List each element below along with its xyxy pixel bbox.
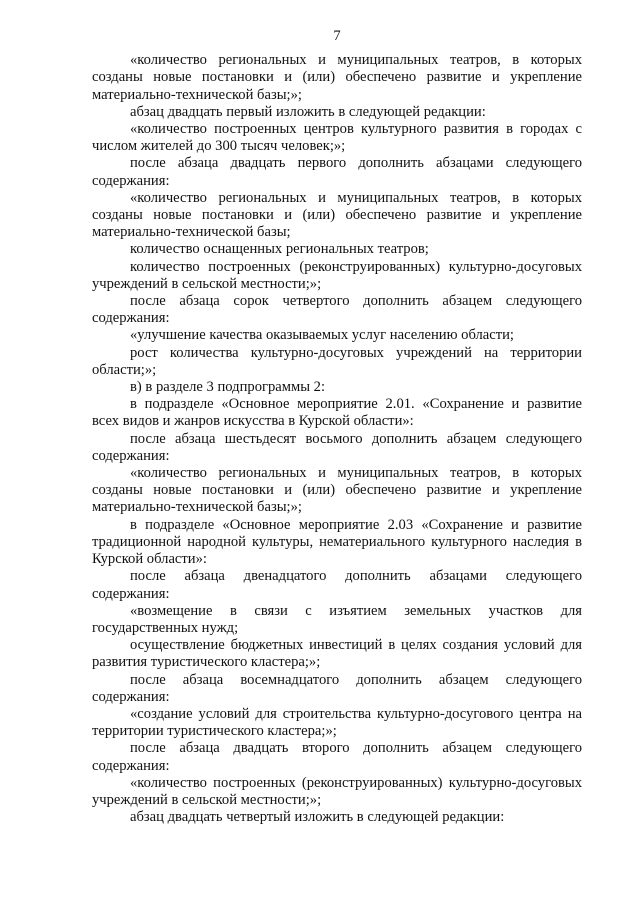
paragraph: абзац двадцать четвертый изложить в следующей редакции: [130,809,505,826]
paragraph: «количество построенных центров культурного развития в городах с числом жителей до 300 тысяч человек;»; [92,121,582,155]
paragraph: «количество региональных и муниципальных театров, в которых созданы новые постановки и (или) обеспечено развитие и укрепление материально-технической базы;»; [92,465,582,516]
paragraph: «количество региональных и муниципальных театров, в которых созданы новые постановки и (или) обеспечено развитие и укрепление материально-технической базы; [92,189,582,241]
paragraph: осуществление бюджетных инвестиций в целях создания условий для развития туристического кластера;»; [92,637,582,671]
paragraph: «количество построенных (реконструированных) культурно-досуговых учреждений в сельской местности;»; [92,774,582,808]
paragraph: «создание условий для строительства культурно-досугового центра на территории туристического кластера;»; [92,705,582,740]
paragraph: в подразделе «Основное мероприятие 2.01. «Сохранение и развитие всех видов и жанров искусства в Курской области»: [92,396,582,430]
paragraph: рост количества культурно-досуговых учреждений на территории области;»; [92,344,582,378]
page-number: 7 [333,28,341,44]
paragraph: абзац двадцать первый изложить в следующей редакции: [130,103,486,120]
paragraph: после абзаца двадцать второго дополнить абзацем следующего содержания: [92,740,582,774]
paragraph: «улучшение качества оказываемых услуг населению области; [130,327,514,344]
paragraph: количество построенных (реконструированных) культурно-досуговых учреждений в сельской местности;»; [92,258,582,292]
paragraph: «количество региональных и муниципальных театров, в которых созданы новые постановки и (или) обеспечено развитие и укрепление материально-технической базы;»; [92,52,582,103]
paragraph: после абзаца шестьдесят восьмого дополнить абзацем следующего содержания: [92,430,582,464]
document-page [92,28,582,826]
paragraph: после абзаца сорок четвертого дополнить абзацем следующего содержания: [92,293,582,327]
paragraph: «возмещение в связи с изъятием земельных участков для государственных нужд; [92,602,582,636]
paragraph: после абзаца двадцать первого дополнить абзацами следующего содержания: [92,155,582,189]
paragraph: в) в разделе 3 подпрограммы 2: [130,379,326,396]
paragraph: после абзаца двенадцатого дополнить абзацами следующего содержания: [92,568,582,602]
paragraph: после абзаца восемнадцатого дополнить абзацем следующего содержания: [92,671,582,705]
paragraph: количество оснащенных региональных театров; [130,241,429,258]
paragraph: в подразделе «Основное мероприятие 2.03 «Сохранение и развитие традиционной народной культуры, нематериального культурного наследия в Курской области»: [92,516,582,568]
